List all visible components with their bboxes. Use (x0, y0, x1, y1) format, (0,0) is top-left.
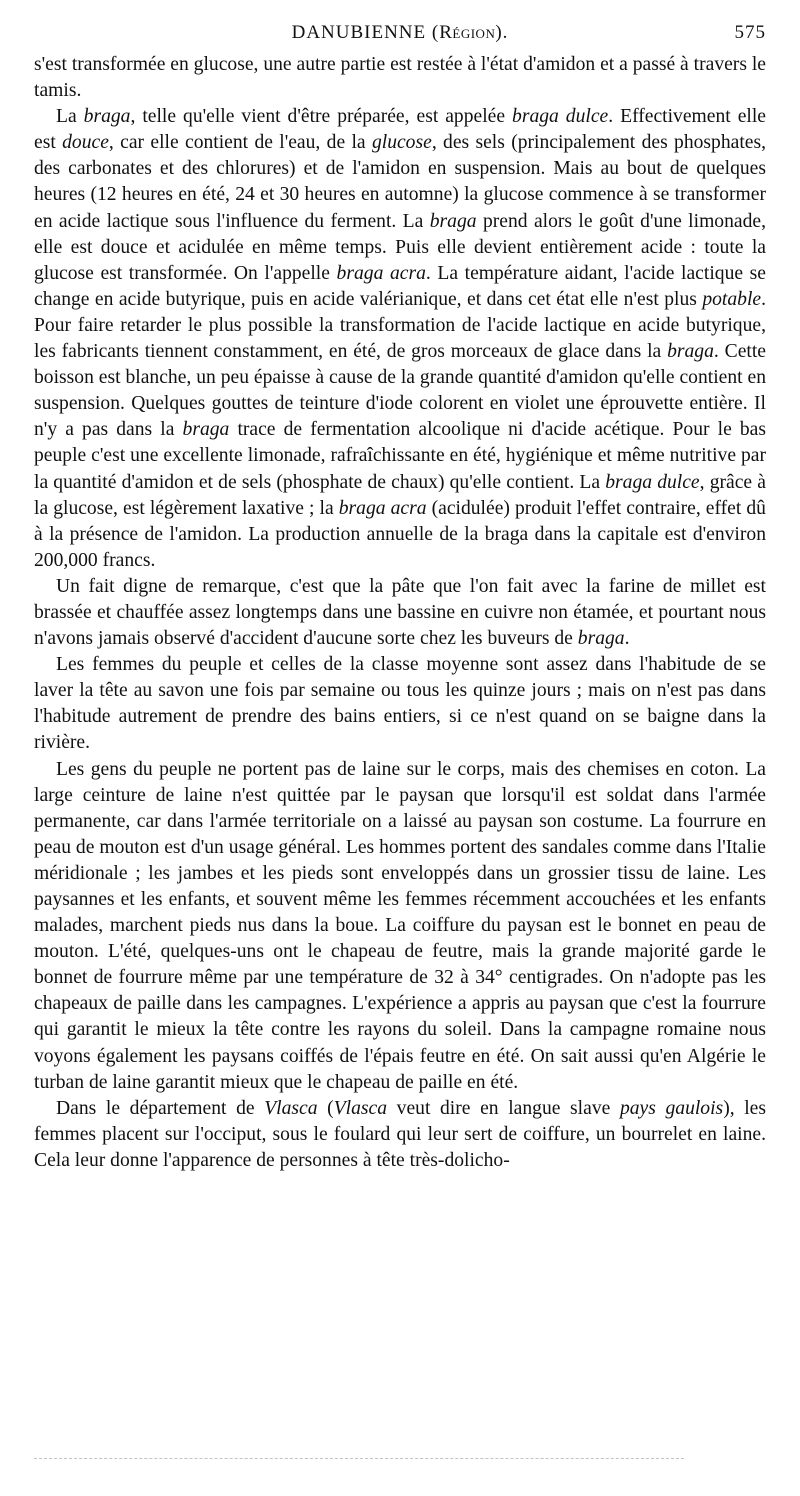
running-header (34, 22, 766, 52)
italic-text: braga acra (336, 262, 426, 284)
header-region: Région (439, 22, 496, 43)
italic-text: pays gaulois (619, 1097, 724, 1119)
text-run: Un fait digne de remarque, c'est que la pâte que l'on fait avec la farine de millet est brassée et chauffée assez longtemps dans une bassine en cuivre non étamée, et pourtant nous n'avons jamais observé d'accident d'aucune sorte chez les buveurs de (34, 575, 766, 650)
running-title (34, 22, 766, 44)
paragraph (34, 652, 766, 756)
page-number: 575 (734, 22, 766, 43)
italic-text: braga (83, 106, 131, 128)
footer-smudge (34, 1458, 684, 1459)
text-run: Dans le département de (56, 1097, 265, 1119)
italic-text: braga dulce (512, 106, 609, 128)
text-run: . La température aidant, l'acide lactique se change en acide butyrique, puis en acide valérianique, et dans cet état elle n'est plus (34, 262, 766, 310)
text-run: . Effectivement elle est (34, 106, 766, 154)
text-run: , telle qu'elle vient d'être préparée, est appelée (130, 106, 513, 128)
italic-text: braga dulce (605, 471, 700, 493)
text-run: , grâce à la glucose, est légèrement laxative ; la (34, 471, 766, 519)
text-run: Les femmes du peuple et celles de la classe moyenne sont assez dans l'habitude de se laver la tête au savon une fois par semaine ou tous les quinze jours ; mais on n'est pas dans l'habitude autrement de prendre des bains entiers, si ce n'est quand on se baigne dans la rivière. (34, 654, 766, 754)
paragraph (34, 1096, 766, 1174)
text-run: ), les femmes placent sur l'occiput, sous le foulard qui leur sert de coiffure, un bourrelet en laine. Cela leur donne l'apparence de personnes à tête très-dolicho- (34, 1097, 766, 1171)
text-run: veut dire en langue slave (387, 1097, 620, 1119)
text-run: Les gens du peuple ne portent pas de laine sur le corps, mais des chemises en coton. La large ceinture de laine n'est quittée par le paysan que lorsqu'il est soldat dans l'armée permanente, car dans l'armée territoriale on a laissé au paysan son costume. La fourrure en peau de mouton est d'un usage général. Les hommes portent des sandales comme dans l'Italie méridionale ; les jambes et les pieds sont enveloppés dans un grossier tissu de laine. Les paysannes et les enfants, et souvent même les femmes récemment accouchées et les enfants malades, marchent pieds nus dans la boue. La coiffure du paysan est le bonnet en peau de mouton. L'été, quelques-uns ont le chapeau de feutre, mais la grande majorité garde le bonnet de fourrure même par une température de 32 à 34° centigrades. On n'adopte pas les chapeaux de paille dans les campagnes. L'expérience a appris au paysan que c'est la fourrure qui garantit le mieux la tête contre les rayons du soleil. Dans la campagne romaine nous voyons également les paysans coiffés de l'épais feutre en été. On sait aussi qu'en Algérie le turban de laine garantit mieux que le chapeau de paille en été. (34, 758, 766, 1093)
text-run: (acidulée) produit l'effet contraire, effet dû à la présence de l'amidon. La production annuelle de la braga dans la capitale est d'environ 200,000 francs. (34, 497, 766, 571)
text-run: . (624, 628, 630, 650)
italic-text: braga acra (338, 497, 427, 519)
header-region-open: ( (431, 22, 440, 43)
italic-text: braga (577, 628, 625, 650)
paragraph (34, 52, 766, 104)
italic-text: braga (429, 210, 477, 232)
italic-text: braga (182, 419, 230, 441)
header-region-close: ). (495, 22, 509, 43)
text-run: La (56, 106, 84, 128)
paragraph (34, 757, 766, 1096)
text-run: . Pour faire retarder le plus possible la transformation de l'acide lactique en acide butyrique, les fabricants tiennent constamment, en été, de gros morceaux de glace dans la (34, 288, 766, 363)
text-run: ( (317, 1097, 334, 1119)
text-run: , car elle contient de l'eau, de la (108, 132, 372, 154)
italic-text: Vlasca (333, 1097, 388, 1119)
text-run: prend alors le goût d'une limonade, elle est douce et acidulée en même temps. Puis elle devient entièrement acide : toute la glucose est transformée. On l'appelle (34, 210, 766, 284)
italic-text: Vlasca (264, 1097, 318, 1119)
italic-text: glucose (371, 132, 432, 154)
paragraph (34, 574, 766, 652)
italic-text: douce (62, 132, 109, 154)
text-run: . Cette boisson est blanche, un peu épaisse à cause de la grande quantité d'amidon qu'elle contient en suspension. Quelques gouttes de teinture d'iode colorent en violet une éprouvette entière. Il n'y a pas dans la (34, 341, 766, 441)
italic-text: potable (702, 288, 762, 310)
paragraph (34, 104, 766, 574)
body-text (34, 52, 766, 1174)
book-page (34, 22, 766, 1174)
text-run: trace de fermentation alcoolique ni d'acide acétique. Pour le bas peuple c'est une excellente limonade, rafraîchissante en été, hygiénique et même nutritive par la quantité d'amidon et de sels (phosphate de chaux) qu'elle contient. La (34, 419, 766, 493)
text-run: s'est transformée en glucose, une autre partie est restée à l'état d'amidon et a passé à travers le tamis. (34, 54, 766, 102)
text-run: , des sels (principalement des phosphates, des carbonates et des chlorures) et de l'amidon en suspension. Mais au bout de quelques heures (12 heures en été, 24 et 30 heures en automne) la glucose commence à se transformer en acide lactique sous l'influence du ferment. La (34, 132, 767, 232)
italic-text: braga (667, 341, 714, 363)
header-title: DANUBIENNE (291, 22, 427, 43)
